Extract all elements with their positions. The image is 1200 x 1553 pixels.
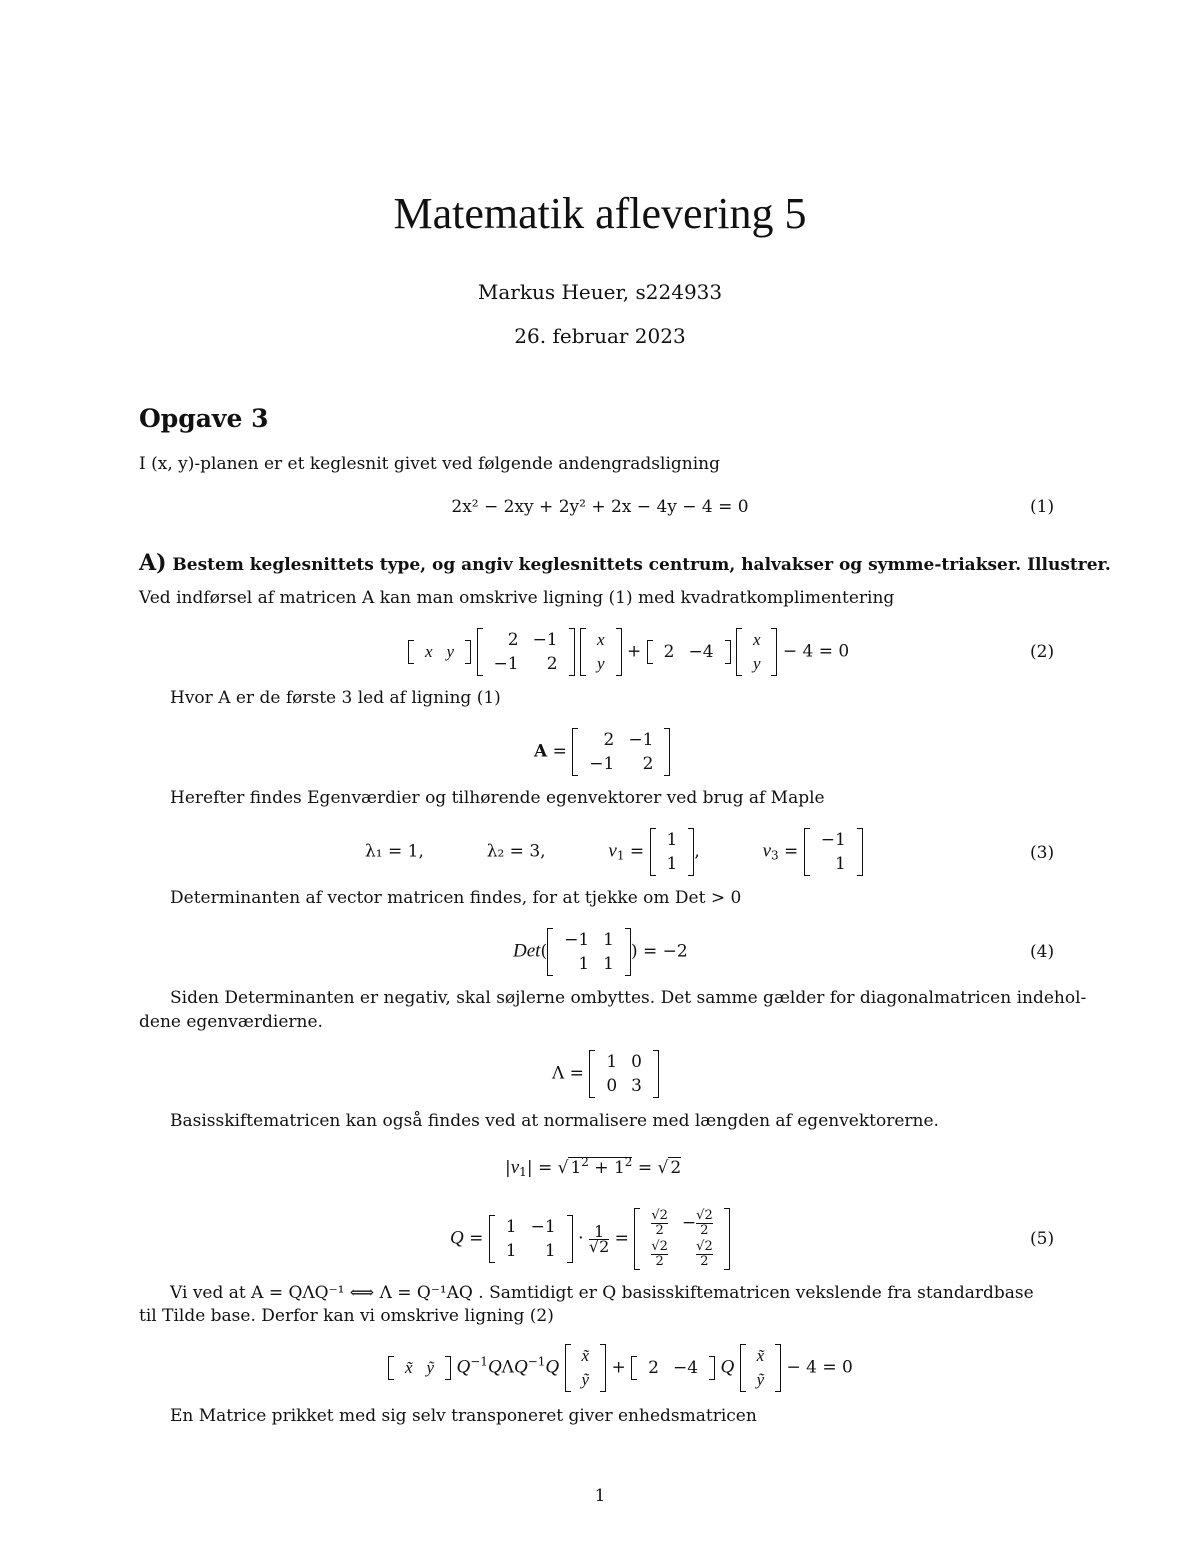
intro-paragraph: I (x, y)-planen er et keglesnit givet ved følgende andengradsligning <box>139 454 720 474</box>
paragraph-6: Basisskiftematricen kan også findes ved at normalisere med længden af egenvektorerne. <box>170 1111 939 1131</box>
paragraph-2: Hvor A er de første 3 led af ligning (1) <box>170 688 501 708</box>
paragraph-7b: til Tilde base. Derfor kan vi omskrive ligning (2) <box>139 1306 554 1326</box>
page-number: 1 <box>594 1486 606 1506</box>
lambda-2: λ₂ = 3, <box>486 841 546 862</box>
paragraph-8: En Matrice prikket med sig selv transponeret giver enhedsmatricen <box>170 1406 757 1426</box>
matrix-a: 2 −1 −1 2 <box>477 628 575 676</box>
paragraph-4: Determinanten af vector matricen findes, for at tjekke om Det > 0 <box>170 888 742 908</box>
part-a-label: A) <box>139 550 167 576</box>
equation-1-number: (1) <box>1030 497 1055 517</box>
part-a-text: Bestem keglesnittets type, og angiv keglesnittets centrum, halvakser og symme-triakser. Illustrer. <box>172 555 1111 575</box>
author-line: Markus Heuer, s224933 <box>477 280 723 304</box>
equation-3-number: (3) <box>1030 843 1055 863</box>
matrix-a-definition: A = 2 −1 −1 2 <box>534 728 670 776</box>
equation-2-number: (2) <box>1030 642 1055 662</box>
row-vector-xy: x y <box>408 640 471 664</box>
lambda-matrix: Λ = 1 0 0 3 <box>552 1050 659 1098</box>
equation-2-tail: − 4 = 0 <box>782 641 850 662</box>
eigenvector-1: 1 1 <box>650 828 695 876</box>
paragraph-3: Herefter findes Egenværdier og tilhørende egenvektorer ved brug af Maple <box>170 788 825 808</box>
tilde-equation: x̃ ỹ $Q^{-1}Q\Lambda Q^{-1}Q$ x̃ ỹ + 2 −4 Q x̃ ỹ − 4 = 0 <box>388 1344 853 1392</box>
norm-equation: $|v_1|$ = √ $1^2 + 1^2$ = √ 2 <box>505 1155 682 1179</box>
part-a-heading <box>139 550 1111 576</box>
equation-1: 2x² − 2xy + 2y² + 2x − 4y − 4 = 0 <box>451 497 749 517</box>
row-vector-linear: 2 −4 <box>647 640 731 664</box>
equation-3: λ₁ = 1, λ₂ = 3, $v_1$ = 1 1 , $v_3$ = −1 1 <box>365 828 863 876</box>
paragraph-7a: Vi ved at A = QΛQ⁻¹ ⟺ Λ = Q⁻¹AQ . Samtidigt er Q basisskiftematricen vekslende fra standardbase <box>170 1283 1034 1303</box>
section-heading: Opgave 3 <box>139 404 269 433</box>
equation-5: Q = 1 −1 1 1 · $\frac{1}{√2}$ = $\frac{√2}{2}$ − $\frac{√2}{2}$ $\frac{√2}{2}$ $\frac{√2}{2}$ <box>450 1208 730 1270</box>
lambda-1: λ₁ = 1, <box>365 841 424 862</box>
equation-2: x y 2 −1 −1 2 x y + 2 −4 x y − 4 = 0 <box>408 628 849 676</box>
equation-4: Det( −1 1 1 1 ) = −2 <box>513 930 688 974</box>
eigenvector-matrix: −1 1 1 1 <box>547 928 631 976</box>
paragraph-5b: dene egenværdierne. <box>139 1012 323 1032</box>
equation-5-number: (5) <box>1030 1229 1055 1249</box>
column-vector-xy-2: x y <box>736 628 778 676</box>
eigenvector-2: −1 1 <box>804 828 863 876</box>
equation-4-number: (4) <box>1030 942 1055 962</box>
paragraph-5a: Siden Determinanten er negativ, skal søjlerne ombyttes. Det samme gælder for diagonalmatricen indehol- <box>170 988 1087 1008</box>
paragraph-1: Ved indførsel af matricen A kan man omskrive ligning (1) med kvadratkomplimentering <box>139 588 895 608</box>
column-vector-xy: x y <box>580 628 622 676</box>
date-line: 26. februar 2023 <box>514 324 686 348</box>
document-title: Matematik aflevering 5 <box>393 189 807 238</box>
determinant-result: ) = −2 <box>630 941 688 962</box>
